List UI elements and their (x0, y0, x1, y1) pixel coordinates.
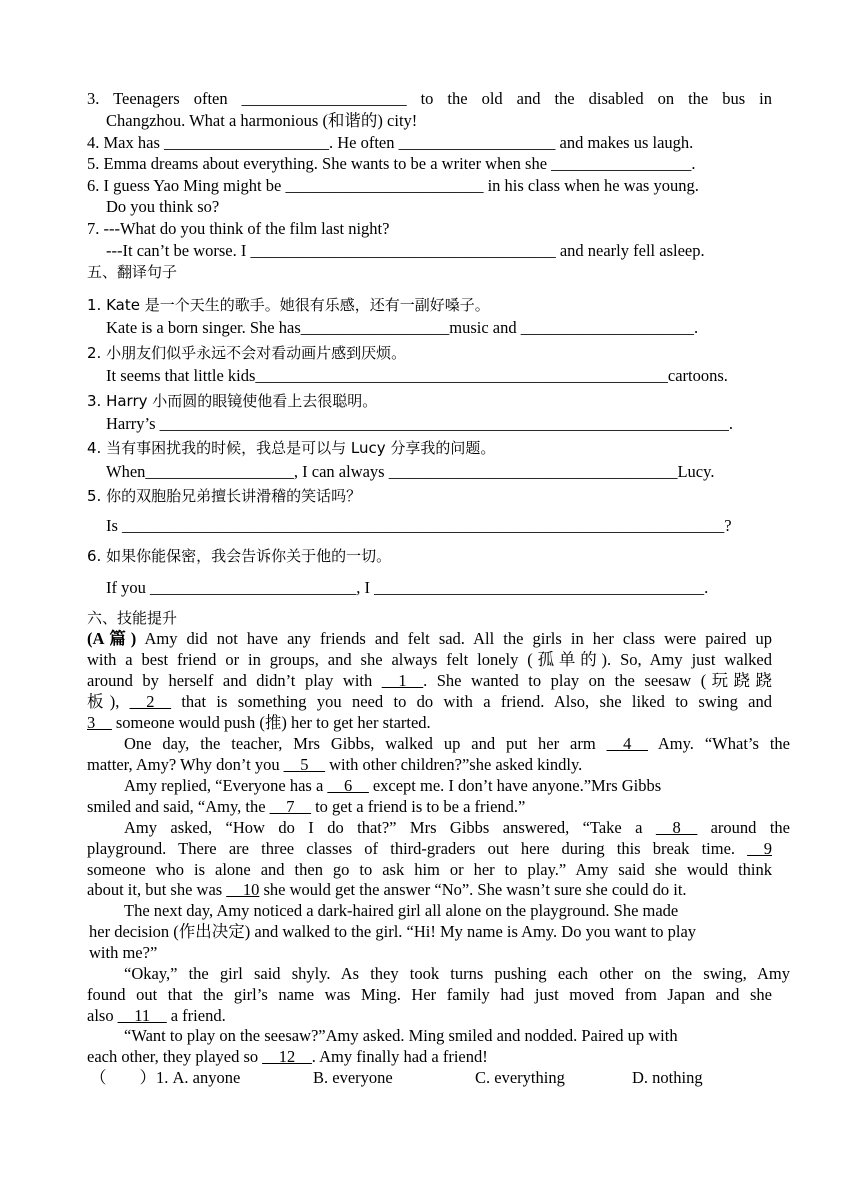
translate-q6-cn: 6. 如果你能保密，我会告诉你关于他的一切。 (87, 547, 392, 565)
passage-line: “Want to play on the seesaw?”Amy asked. Ming smiled and nodded. Paired up with (124, 1026, 678, 1045)
translate-q4-en: When__________________, I can always ___________________________________Lucy. (106, 462, 715, 481)
passage-line: found out that the girl’s name was Ming. Her family had just moved from Japan and she (87, 985, 772, 1004)
passage-line: 板), __2__ that is something you need to do with a friend. Also, she liked to swing and (87, 692, 773, 711)
q7-line-cont: ---It can’t be worse. I _____________________________________ and nearly fell asleep. (106, 241, 705, 260)
q6-line-cont: Do you think so? (106, 197, 220, 216)
passage-line: Amy replied, “Everyone has a __6__ except me. I don’t have anyone.”Mrs Gibbs (124, 776, 662, 795)
blank-2: __2__ (129, 692, 171, 711)
q4-line: 4. Max has ____________________. He often ___________________ and makes us laugh. (87, 133, 694, 152)
passage-line: with a best friend or in groups, and she always felt lonely (孤单的). So, Amy just walked (87, 650, 772, 669)
question-1-option-b: B. everyone (313, 1068, 393, 1087)
blank-10: __10 (226, 880, 260, 899)
blank-8: __8__ (655, 818, 698, 837)
question-1-option-c: C. everything (475, 1068, 565, 1087)
question-1-option-d: D. nothing (632, 1068, 703, 1087)
blank-3: 3__ (87, 713, 112, 732)
passage-line: with me?” (89, 943, 158, 962)
blank-12: __12__ (262, 1047, 312, 1066)
passage-line: around by herself and didn’t play with __1__. She wanted to play on the seesaw (玩跷跷 (87, 671, 772, 690)
translate-q1-cn: 1. Kate 是一个天生的歌手。她很有乐感，还有一副好嗓子。 (87, 296, 490, 314)
passage-line: matter, Amy? Why don’t you __5__ with other children?”she asked kindly. (87, 755, 583, 774)
translate-q2-en: It seems that little kids__________________________________________________cartoons. (106, 366, 728, 385)
blank-7: __7__ (269, 797, 311, 816)
passage-line: The next day, Amy noticed a dark-haired girl all alone on the playground. She made (124, 901, 679, 920)
section6-title: 六、技能提升 (87, 609, 178, 627)
q6-line: 6. I guess Yao Ming might be ________________________ in his class when he was young. (87, 176, 699, 195)
passage-line: One day, the teacher, Mrs Gibbs, walked up and put her arm __4__ Amy. “What’s the (124, 734, 790, 753)
passage-line: about it, but she was __10 she would get the answer “No”. She wasn’t sure she could do it. (87, 880, 687, 899)
passage-line: each other, they played so __12__. Amy finally had a friend! (87, 1047, 488, 1066)
passage-line: smiled and said, “Amy, the __7__ to get a friend is to be a friend.” (87, 797, 526, 816)
section5-title: 五、翻译句子 (87, 263, 178, 281)
passage-line: her decision (作出决定) and walked to the girl. “Hi! My name is Amy. Do you want to play (89, 922, 697, 941)
passage-line: also __11__ a friend. (87, 1006, 226, 1025)
translate-q6-en: If you _________________________, I ________________________________________. (106, 578, 709, 597)
passage-line: someone who is alone and then go to ask him or her to play.” Amy said she would think (87, 860, 772, 879)
q7-line: 7. ---What do you think of the film last night? (87, 219, 390, 238)
passage-line: playground. There are three classes of third-graders out here during this break time. __9 (87, 839, 772, 858)
q3-line: 3. Teenagers often ____________________ to the old and the disabled on the bus in (87, 89, 772, 108)
blank-11: __11__ (117, 1006, 167, 1025)
blank-1: __1__ (381, 671, 424, 690)
q5-line: 5. Emma dreams about everything. She wants to be a writer when she _________________. (87, 154, 696, 173)
blank-5: __5__ (283, 755, 325, 774)
translate-q2-cn: 2. 小朋友们似乎永远不会对看动画片感到厌烦。 (87, 344, 407, 362)
translate-q1-en: Kate is a born singer. She has__________________music and _____________________. (106, 318, 699, 337)
passage-line: “Okay,” the girl said shyly. As they took turns pushing each other on the swing, Amy (124, 964, 790, 983)
blank-6: __6__ (327, 776, 369, 795)
passage-line: 3__ someone would push (推) her to get her started. (87, 713, 431, 732)
translate-q5-cn: 5. 你的双胞胎兄弟擅长讲滑稽的笑话吗？ (87, 487, 362, 505)
translate-q3-cn: 3. Harry 小而圆的眼镜使他看上去很聪明。 (87, 392, 378, 410)
passage-label: (A篇) (87, 629, 137, 648)
translate-q4-cn: 4. 当有事困扰我的时候，我总是可以与 Lucy 分享我的问题。 (87, 439, 496, 457)
passage-line: Amy asked, “How do I do that?” Mrs Gibbs answered, “Take a __8__ around the (124, 818, 791, 837)
translate-q5-en: Is _________________________________________________________________________? (106, 516, 732, 535)
blank-9: __9 (747, 839, 772, 858)
passage-line: (A篇) Amy did not have any friends and felt sad. All the girls in her class were paired up (87, 629, 773, 648)
translate-q3-en: Harry’s _____________________________________________________________________. (106, 414, 733, 433)
question-1-option-a: （ ）1. A. anyone (90, 1068, 241, 1087)
blank-4: __4__ (606, 734, 648, 753)
q3-line-cont: Changzhou. What a harmonious (和谐的) city! (106, 111, 418, 130)
